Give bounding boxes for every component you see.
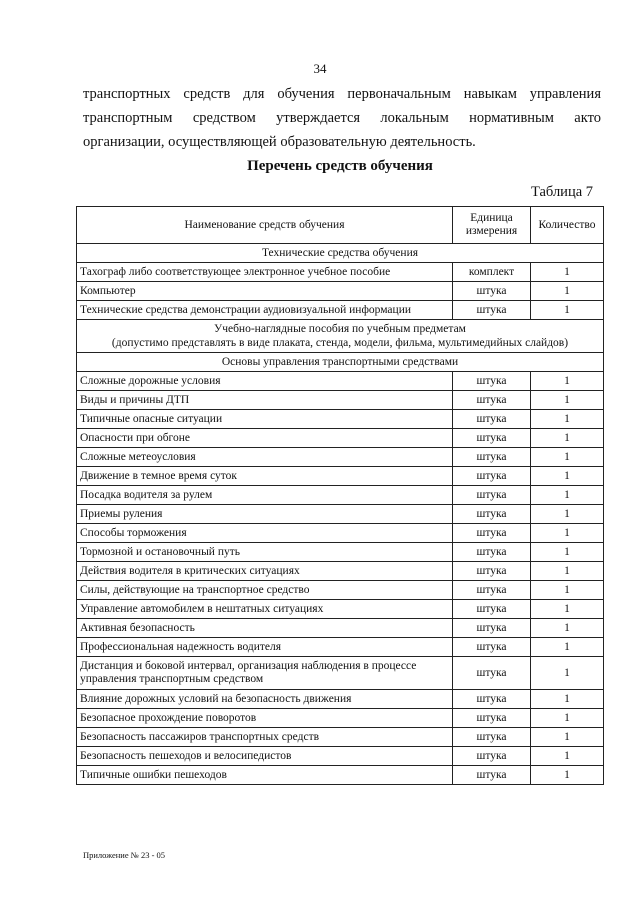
- item-name: Опасности при обгоне: [77, 429, 453, 448]
- list-heading: Перечень средств обучения: [247, 158, 433, 174]
- item-unit: штука: [453, 505, 531, 524]
- item-unit: штука: [453, 619, 531, 638]
- item-name: Посадка водителя за рулем: [77, 486, 453, 505]
- item-unit: штука: [453, 372, 531, 391]
- item-quantity: 1: [531, 581, 604, 600]
- item-unit: штука: [453, 766, 531, 785]
- item-name: Приемы руления: [77, 505, 453, 524]
- paragraph-line: транспортным средством утверждается локальным нормативным акто: [83, 110, 601, 126]
- table-row: [77, 282, 604, 301]
- item-quantity: 1: [531, 709, 604, 728]
- item-unit: штука: [453, 581, 531, 600]
- table-row: [77, 766, 604, 785]
- item-name: Виды и причины ДТП: [77, 391, 453, 410]
- section-visual-aids-title: Учебно-наглядные пособия по учебным предметам: [214, 323, 466, 335]
- item-quantity: 1: [531, 600, 604, 619]
- item-quantity: 1: [531, 429, 604, 448]
- training-means-table: [76, 206, 604, 785]
- table-row: [77, 410, 604, 429]
- item-quantity: 1: [531, 766, 604, 785]
- item-quantity: 1: [531, 282, 604, 301]
- item-name: Профессиональная надежность водителя: [77, 638, 453, 657]
- item-quantity: 1: [531, 410, 604, 429]
- item-name: Сложные дорожные условия: [77, 372, 453, 391]
- table-row: [77, 638, 604, 657]
- item-name: Безопасное прохождение поворотов: [77, 709, 453, 728]
- item-name: Типичные опасные ситуации: [77, 410, 453, 429]
- item-name: Силы, действующие на транспортное средство: [77, 581, 453, 600]
- item-name: Технические средства демонстрации аудиовизуальной информации: [77, 301, 453, 320]
- header-qty: Количество: [531, 207, 604, 244]
- section-row: [77, 244, 604, 263]
- header-unit: Единица измерения: [453, 207, 531, 244]
- table-row: [77, 562, 604, 581]
- item-name: Управление автомобилем в нештатных ситуациях: [77, 600, 453, 619]
- item-quantity: 1: [531, 372, 604, 391]
- item-quantity: 1: [531, 638, 604, 657]
- item-quantity: 1: [531, 301, 604, 320]
- table-row: [77, 467, 604, 486]
- item-quantity: 1: [531, 747, 604, 766]
- item-unit: комплект: [453, 263, 531, 282]
- item-quantity: 1: [531, 619, 604, 638]
- table-row: [77, 543, 604, 562]
- item-name: Сложные метеоусловия: [77, 448, 453, 467]
- item-quantity: 1: [531, 505, 604, 524]
- item-name: Безопасность пешеходов и велосипедистов: [77, 747, 453, 766]
- item-unit: штука: [453, 410, 531, 429]
- table-row: [77, 709, 604, 728]
- section-row: [77, 320, 604, 353]
- item-unit: штука: [453, 747, 531, 766]
- item-unit: штука: [453, 600, 531, 619]
- table-row: [77, 486, 604, 505]
- item-name: Дистанция и боковой интервал, организация наблюдения в процессе управления транспортным средством: [77, 657, 453, 690]
- paragraph-line: транспортных средств для обучения первоначальным навыкам управления: [83, 86, 601, 102]
- item-quantity: 1: [531, 524, 604, 543]
- item-unit: штука: [453, 543, 531, 562]
- item-unit: штука: [453, 728, 531, 747]
- item-quantity: 1: [531, 690, 604, 709]
- section-visual-aids: [77, 320, 604, 353]
- item-quantity: 1: [531, 263, 604, 282]
- table-header-row: [77, 207, 604, 244]
- item-name: Безопасность пассажиров транспортных средств: [77, 728, 453, 747]
- table-label: Таблица 7: [531, 184, 594, 200]
- table-row: [77, 747, 604, 766]
- item-unit: штука: [453, 467, 531, 486]
- item-unit: штука: [453, 709, 531, 728]
- item-quantity: 1: [531, 486, 604, 505]
- item-quantity: 1: [531, 448, 604, 467]
- item-unit: штука: [453, 690, 531, 709]
- table-row: [77, 619, 604, 638]
- item-name: Влияние дорожных условий на безопасность движения: [77, 690, 453, 709]
- item-unit: штука: [453, 638, 531, 657]
- item-name: Тахограф либо соответствующее электронное учебное пособие: [77, 263, 453, 282]
- item-unit: штука: [453, 486, 531, 505]
- section-driving-basics: Основы управления транспортными средствами: [77, 353, 604, 372]
- item-unit: штука: [453, 429, 531, 448]
- item-name: Компьютер: [77, 282, 453, 301]
- item-quantity: 1: [531, 562, 604, 581]
- item-unit: штука: [453, 391, 531, 410]
- table-row: [77, 301, 604, 320]
- table-row: [77, 690, 604, 709]
- item-unit: штука: [453, 524, 531, 543]
- table-row: [77, 391, 604, 410]
- item-name: Типичные ошибки пешеходов: [77, 766, 453, 785]
- section-technical: Технические средства обучения: [77, 244, 604, 263]
- table-row: [77, 581, 604, 600]
- item-name: Способы торможения: [77, 524, 453, 543]
- page-number: 34: [313, 61, 327, 76]
- table-row: [77, 657, 604, 690]
- item-unit: штука: [453, 301, 531, 320]
- paragraph-line: организации, осуществляющей образовательную деятельность.: [83, 134, 476, 150]
- table-row: [77, 448, 604, 467]
- item-quantity: 1: [531, 467, 604, 486]
- item-unit: штука: [453, 448, 531, 467]
- item-name: Движение в темное время суток: [77, 467, 453, 486]
- item-unit: штука: [453, 562, 531, 581]
- item-quantity: 1: [531, 391, 604, 410]
- table-row: [77, 728, 604, 747]
- table-row: [77, 505, 604, 524]
- item-unit: штука: [453, 282, 531, 301]
- item-name: Активная безопасность: [77, 619, 453, 638]
- header-name: Наименование средств обучения: [77, 207, 453, 244]
- footer-note: Приложение № 23 - 05: [83, 850, 166, 860]
- item-quantity: 1: [531, 543, 604, 562]
- table-row: [77, 600, 604, 619]
- item-unit: штука: [453, 657, 531, 690]
- item-name: Тормозной и остановочный путь: [77, 543, 453, 562]
- table-row: [77, 372, 604, 391]
- section-row: [77, 353, 604, 372]
- item-quantity: 1: [531, 657, 604, 690]
- intro-paragraph: [83, 86, 601, 156]
- item-quantity: 1: [531, 728, 604, 747]
- item-name: Действия водителя в критических ситуациях: [77, 562, 453, 581]
- table-row: [77, 429, 604, 448]
- table-row: [77, 263, 604, 282]
- section-visual-aids-note: (допустимо представлять в виде плаката, стенда, модели, фильма, мультимедийных слайдов): [111, 337, 569, 349]
- table-row: [77, 524, 604, 543]
